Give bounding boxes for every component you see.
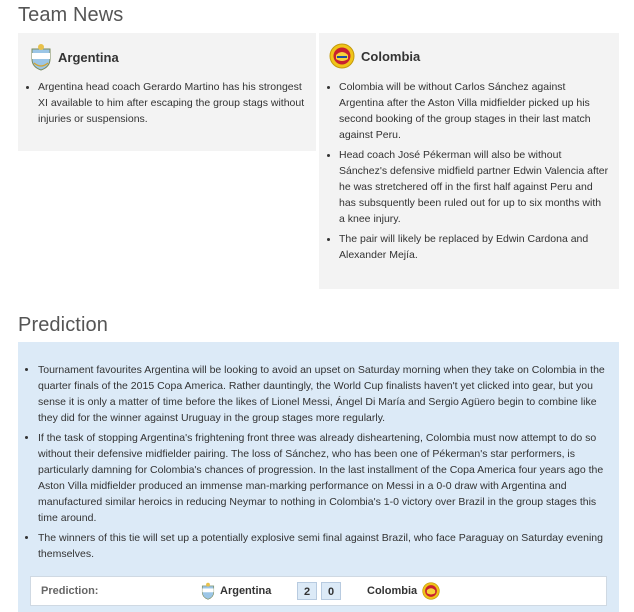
argentina-crest-icon bbox=[30, 43, 52, 71]
argentina-news-panel bbox=[18, 33, 316, 151]
prediction-team2-name: Colombia bbox=[367, 585, 418, 597]
team-news-title: Team News bbox=[18, 4, 124, 26]
colombia-news-panel bbox=[319, 33, 619, 289]
prediction-team1-name: Argentina bbox=[220, 585, 272, 597]
argentina-name: Argentina bbox=[58, 49, 119, 65]
colombia-news-item: • Head coach José Pékerman will also be without Sánchez's defensive midfield partner Edwin Valencia after he was stretchered off in the first half against Peru and has subsquently been ruled out for up to six months with a knee injury. bbox=[339, 147, 609, 227]
prediction-title: Prediction bbox=[18, 314, 108, 336]
prediction-team2 bbox=[367, 582, 440, 600]
colombia-crest-icon bbox=[329, 43, 355, 69]
prediction-score-team1: 2 bbox=[297, 582, 317, 600]
argentina-header bbox=[30, 43, 119, 71]
prediction-label: Prediction: bbox=[41, 585, 99, 597]
colombia-name: Colombia bbox=[361, 48, 421, 64]
colombia-header bbox=[329, 43, 420, 69]
colombia-news-list bbox=[327, 79, 609, 267]
prediction-panel bbox=[18, 342, 619, 612]
argentina-small-crest-icon bbox=[201, 582, 215, 600]
prediction-scoreline bbox=[30, 576, 607, 606]
prediction-list bbox=[26, 362, 609, 566]
prediction-item: • If the task of stopping Argentina's frightening front three was already disheartening, Colombia must now attempt to do so without their defensive midfielder pairing. The loss of Sánchez, who has been one of Pékerman's star performers, is particularly damning for Colombia's chances of progression. In the last installment of the Copa America four years ago the Aston Villa midfielder produced an immense man-marking performance on Messi in a 0-0 draw with Argentina and manufactured similar heroics in reducing Neymar to nothing in Colombia's 1-0 victory over Brazil in the group stages this time around. bbox=[38, 430, 609, 526]
prediction-item: • The winners of this tie will set up a potentially explosive semi final against Brazil, who face Paraguay on Saturday evening themselves. bbox=[38, 530, 609, 562]
prediction-team1 bbox=[201, 582, 271, 600]
argentina-news-item: • Argentina head coach Gerardo Martino has his strongest XI available to him after escaping the group stags without injuries or suspensions. bbox=[38, 79, 306, 127]
argentina-news-list bbox=[26, 79, 306, 131]
prediction-score-team2: 0 bbox=[321, 582, 341, 600]
colombia-news-item: • Colombia will be without Carlos Sánchez against Argentina after the Aston Villa midfielder picked up his second booking of the group stages in their last match against Peru. bbox=[339, 79, 609, 143]
prediction-item: • Tournament favourites Argentina will be looking to avoid an upset on Saturday morning when they take on Colombia in the quarter finals of the 2015 Copa America. Rather dauntingly, the World Cup finalists haven't yet clicked into gear, but you sense it is only a matter of time before the likes of Lionel Messi, Ángel Di María and Sergio Agüero begin to combine like they did for the winner against Uruguay in the group stages more regularly. bbox=[38, 362, 609, 426]
colombia-small-crest-icon bbox=[422, 582, 440, 600]
colombia-news-item: • The pair will likely be replaced by Edwin Cardona and Alexander Mejía. bbox=[339, 231, 609, 263]
